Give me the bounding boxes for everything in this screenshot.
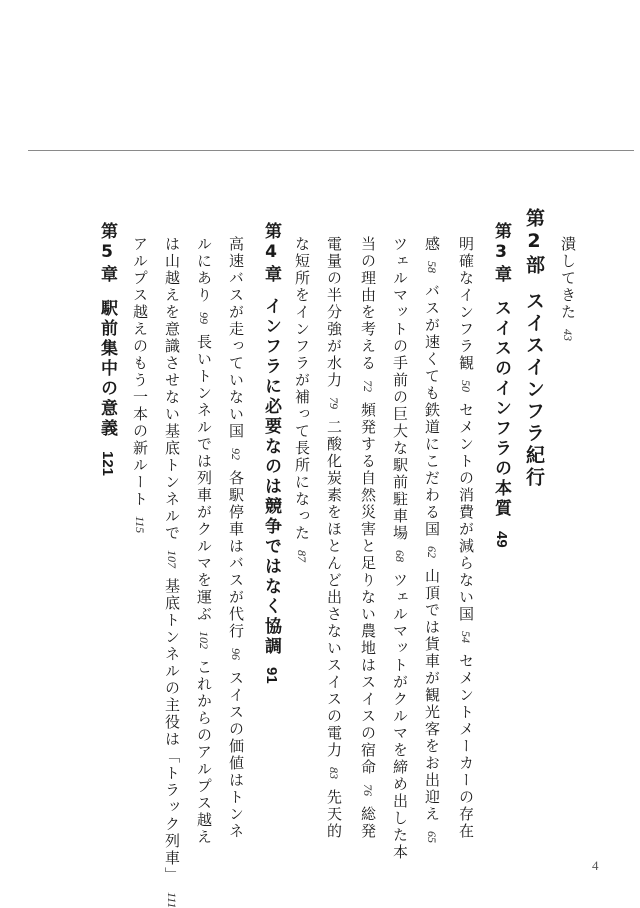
toc-line-10 (228, 236, 243, 840)
toc-line-13 (132, 236, 147, 533)
toc-line-7 (326, 236, 341, 840)
chapter-page: 49 (493, 531, 510, 548)
toc-page: 43 (561, 329, 575, 341)
toc-text: ツェルマットがクルマを締め出した本 (391, 572, 409, 861)
toc-text: 先天的 (325, 789, 343, 840)
chapter-3-heading (492, 222, 509, 548)
toc-page: 107 (165, 550, 179, 568)
toc-text: 明確なインフラ観 (457, 236, 475, 372)
toc-page: 99 (197, 312, 211, 324)
toc-page: 96 (229, 648, 243, 660)
toc-text: 長いトンネルでは列車がクルマを運ぶ (195, 334, 213, 623)
toc-page: 87 (295, 550, 309, 562)
toc-page: 68 (393, 550, 407, 562)
toc-page: 83 (327, 767, 341, 779)
toc-line-12 (164, 236, 179, 908)
toc-text: セメントの消費が減らない国 (457, 402, 475, 623)
toc-text: ルにあり (195, 236, 213, 304)
chapter-title: インフラに必要なのは競争ではなく協調 (261, 297, 281, 657)
toc-text: 高速バスが走っていない国 (227, 236, 245, 440)
toc-page: 65 (425, 831, 439, 843)
chapter-label: 第3章 (491, 222, 511, 285)
toc-text: 感 (423, 236, 441, 253)
toc-page: 115 (133, 516, 147, 534)
toc-page: 54 (459, 631, 473, 643)
toc-page: 111 (165, 892, 179, 908)
toc-line-11 (196, 236, 211, 846)
toc-line-8 (294, 236, 309, 562)
toc-line-3 (458, 236, 473, 840)
toc-text: 二酸化炭素をほとんど出さないスイスの電力 (325, 419, 343, 759)
toc-text: セメントメーカーの存在 (457, 653, 475, 840)
part-title: スイスインフラ紀行 (523, 291, 545, 489)
part-label: 第2部 (523, 208, 545, 277)
chapter-label: 第4章 (261, 222, 281, 285)
toc-page: 92 (229, 448, 243, 460)
toc-text: 当の理由を考える (359, 236, 377, 372)
toc-text: 山頂では貨車が観光客をお出迎え (423, 568, 441, 823)
toc-page: 58 (425, 261, 439, 273)
chapter-title: スイスのインフラの本質 (491, 299, 511, 519)
part-2-heading (524, 208, 543, 489)
toc-line-4 (424, 236, 439, 843)
toc-text: スイスの価値はトンネ (227, 670, 245, 840)
toc-line-6 (360, 236, 375, 840)
toc-text: 各駅停車はバスが代行 (227, 470, 245, 640)
toc-page: 79 (327, 397, 341, 409)
toc-text: 総発 (359, 806, 377, 840)
toc-text: 電量の半分強が水力 (325, 236, 343, 389)
chapter-page: 121 (99, 451, 116, 477)
toc-page: 50 (459, 380, 473, 392)
chapter-page: 91 (263, 667, 280, 684)
page-number: 4 (592, 858, 599, 873)
toc-page: 76 (361, 784, 375, 796)
toc-text: 潰してきた (559, 236, 577, 321)
toc-text: バスが速くても鉄道にこだわる国 (423, 283, 441, 538)
chapter-4-heading (262, 222, 279, 684)
toc-page: 62 (425, 546, 439, 558)
toc-page: 102 (197, 631, 211, 649)
toc-text: ツェルマットの手前の巨大な駅前駐車場 (391, 236, 409, 542)
toc-text: アルプス越えのもう一本の新ルート (131, 236, 149, 508)
toc-text: 頻発する自然災害と足りない農地はスイスの宿命 (359, 402, 377, 776)
chapter-title: 駅前集中の意義 (97, 299, 117, 439)
toc-text: は山越えを意識させない基底トンネルで (163, 236, 181, 542)
chapter-5-heading (98, 222, 115, 476)
chapter-label: 第5章 (97, 222, 117, 285)
toc-text: これからのアルプス越え (195, 659, 213, 846)
toc-line-5 (392, 236, 407, 861)
toc-text: な短所をインフラが補って長所になった (293, 236, 311, 542)
toc-page: 72 (361, 380, 375, 392)
toc-line-1 (560, 236, 575, 341)
toc-text: 基底トンネルの主役は「トラック列車」 (163, 578, 181, 884)
header-rule (28, 150, 634, 151)
